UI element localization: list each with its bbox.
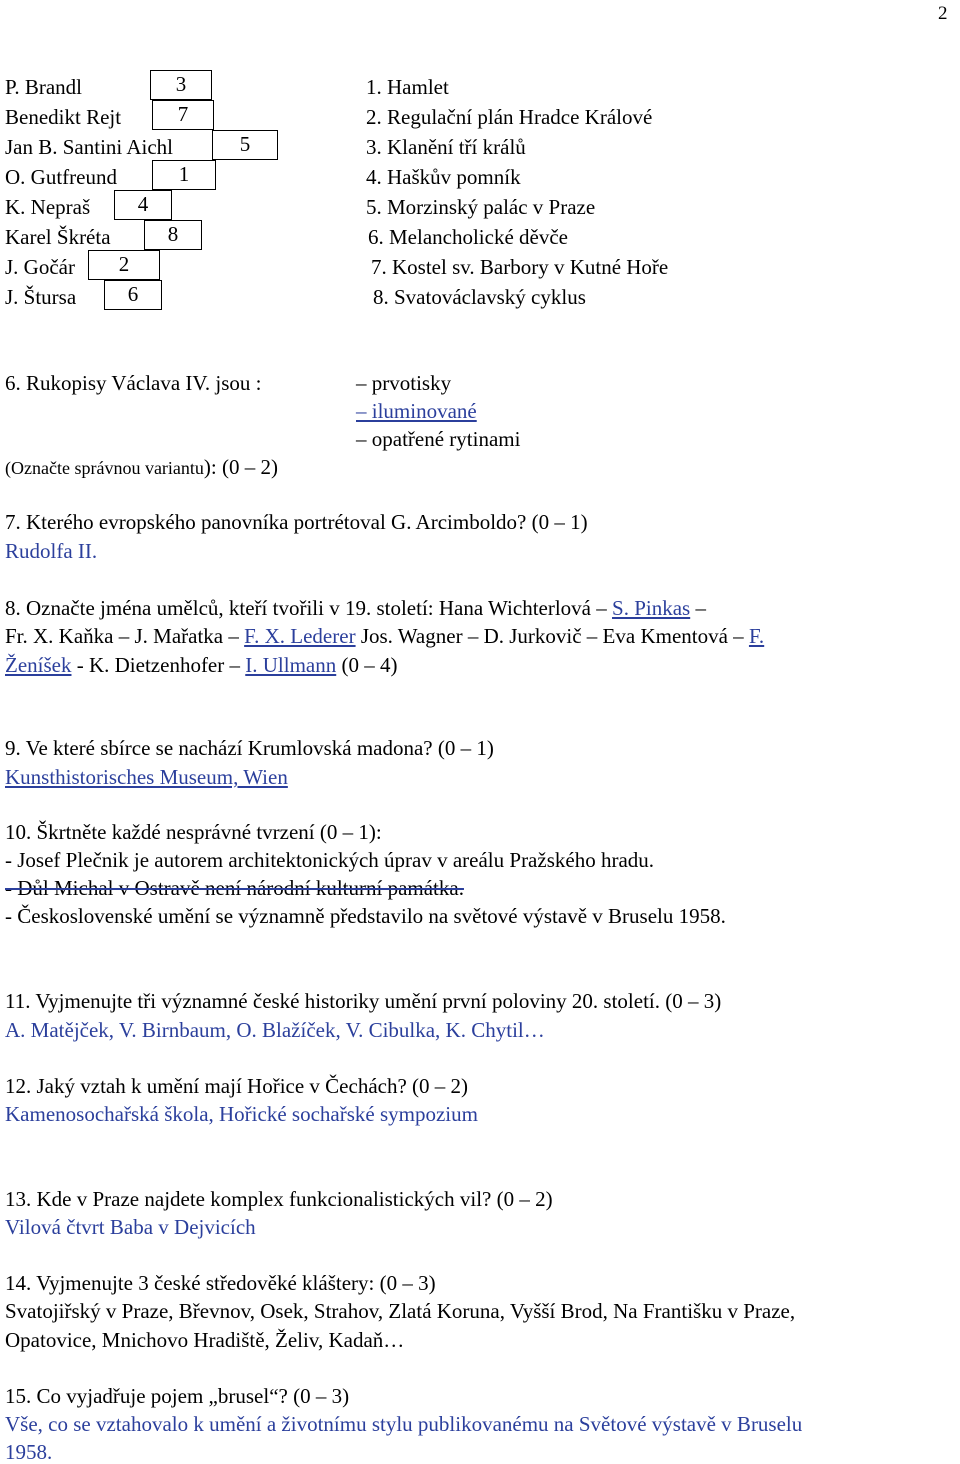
q8-text: 8. Označte jména umělců, kteří tvořili v 19. století: Hana Wichterlová –: [5, 596, 613, 620]
answer-box[interactable]: 2: [88, 250, 160, 280]
question-8: [5, 598, 706, 619]
artist-name: K. Nepraš: [5, 195, 91, 219]
work-item: 8. Svatováclavský cyklus: [373, 285, 586, 309]
question-8-line3: [5, 655, 397, 676]
answer-zenisek: F.: [748, 624, 765, 648]
page-number: 2: [938, 3, 948, 24]
option-prvotisky: – prvotisky: [356, 371, 452, 395]
statement: - Josef Plečnik je autorem architektonických úprav v areálu Pražského hradu.: [5, 848, 655, 872]
artist-name: J. Štursa: [5, 285, 77, 309]
question-6: 6. Rukopisy Václava IV. jsou :: [5, 371, 262, 395]
question-13: 13. Kde v Praze najdete komplex funkcionalistických vil? (0 – 2): [5, 1187, 553, 1211]
statement-crossed: - Důl Michal v Ostravě není národní kulturní památka.: [5, 876, 464, 900]
work-item: 3. Klanění tří králů: [366, 135, 526, 159]
answer-13: Vilová čtvrt Baba v Dejvicích: [5, 1215, 256, 1239]
option-rytinami: – opatřené rytinami: [356, 427, 521, 451]
question-12: 12. Jaký vztah k umění mají Hořice v Čechách? (0 – 2): [5, 1074, 469, 1098]
answer-15-line2: 1958.: [5, 1440, 53, 1464]
answer-11: A. Matějček, V. Birnbaum, O. Blažíček, V. Cibulka, K. Chytil…: [5, 1018, 545, 1042]
answer-9: Kunsthistorisches Museum, Wien: [5, 765, 288, 789]
work-item: 2. Regulační plán Hradce Králové: [366, 105, 653, 129]
artist-name: J. Gočár: [5, 255, 75, 279]
answer-box[interactable]: 8: [144, 220, 202, 250]
artist-name: P. Brandl: [5, 75, 83, 99]
artist-name: Jan B. Santini Aichl: [5, 135, 173, 159]
answer-pinkas: S. Pinkas: [612, 596, 691, 620]
answer-box[interactable]: 1: [152, 160, 216, 190]
answer-box[interactable]: 5: [212, 130, 278, 160]
answer-box[interactable]: 4: [114, 190, 172, 220]
answer-15-line1: Vše, co se vztahovalo k umění a životnímu stylu publikovanému na Světové výstavě v Bruselu: [5, 1412, 803, 1436]
q8-dash: –: [690, 596, 706, 620]
artist-name: Karel Škréta: [5, 225, 111, 249]
work-item: 7. Kostel sv. Barbory v Kutné Hoře: [371, 255, 669, 279]
work-item: 4. Haškův pomník: [366, 165, 521, 189]
answer-12: Kamenosochařská škola, Hořické sochařské sympozium: [5, 1102, 478, 1126]
q8-text: Jos. Wagner – D. Jurkovič – Eva Kmentová –: [355, 624, 749, 648]
option-iluminovane: – iluminované: [356, 399, 477, 423]
work-item: 6. Melancholické děvče: [368, 225, 568, 249]
question-9: 9. Ve které sbírce se nachází Krumlovská madona? (0 – 1): [5, 736, 494, 760]
artist-name: Benedikt Rejt: [5, 105, 122, 129]
q8-text: Fr. X. Kaňka – J. Mařatka –: [5, 624, 245, 648]
work-item: 5. Morzinský palác v Praze: [366, 195, 596, 219]
answer-zenisek: Ženíšek: [5, 653, 72, 677]
question-10: 10. Škrtněte každé nesprávné tvrzení (0 – 1):: [5, 820, 382, 844]
question-8-line2: [5, 626, 764, 647]
question-7: 7. Kterého evropského panovníka portrétoval G. Arcimboldo? (0 – 1): [5, 510, 588, 534]
statement: - Československé umění se významně představilo na světové výstavě v Bruselu 1958.: [5, 904, 726, 928]
answer-ullmann: I. Ullmann: [245, 653, 337, 677]
instruction-text: (Označte správnou variantu: [5, 458, 204, 478]
work-item: 1. Hamlet: [366, 75, 449, 99]
answer-box[interactable]: 6: [104, 280, 162, 310]
question-6-instruction: [5, 457, 278, 478]
question-15: 15. Co vyjadřuje pojem „brusel“? (0 – 3): [5, 1384, 350, 1408]
answer-14-line2: Opatovice, Mnichovo Hradiště, Želiv, Kadaň…: [5, 1328, 405, 1352]
answer-box[interactable]: 7: [152, 100, 214, 130]
q8-score: (0 – 4): [336, 653, 398, 677]
q8-text: - K. Dietzenhofer –: [71, 653, 246, 677]
answer-14-line1: Svatojiřský v Praze, Břevnov, Osek, Strahov, Zlatá Koruna, Vyšší Brod, Na Františku v Praze,: [5, 1299, 796, 1323]
answer-7: Rudolfa II.: [5, 539, 98, 563]
answer-box[interactable]: 3: [150, 70, 212, 100]
instruction-score: ): (0 – 2): [203, 455, 278, 479]
question-14: 14. Vyjmenujte 3 české středověké kláštery: (0 – 3): [5, 1271, 436, 1295]
artist-name: O. Gutfreund: [5, 165, 117, 189]
question-11: 11. Vyjmenujte tři významné české historiky umění první poloviny 20. století. (0 – 3): [5, 989, 722, 1013]
answer-lederer: F. X. Lederer: [244, 624, 356, 648]
